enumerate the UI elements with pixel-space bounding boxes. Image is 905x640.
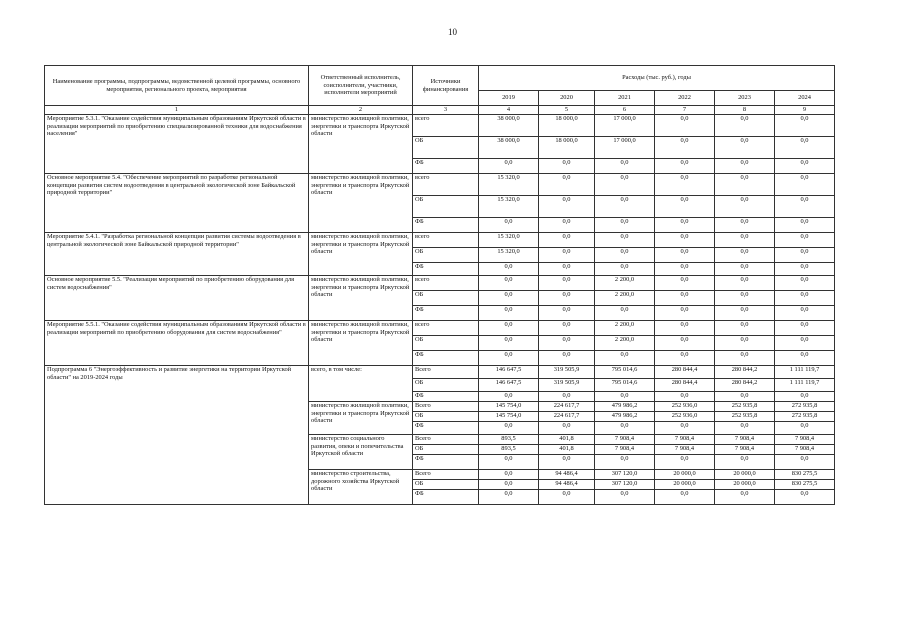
header-year: 2019: [479, 91, 539, 106]
amount-cell: 18 000,0: [539, 137, 595, 159]
amount-cell: 20 000,0: [715, 470, 775, 480]
amount-cell: 0,0: [715, 196, 775, 218]
amount-cell: 0,0: [775, 422, 835, 435]
amount-cell: 0,0: [539, 276, 595, 291]
column-number: 6: [595, 106, 655, 115]
amount-cell: 15 320,0: [479, 174, 539, 196]
header-source: Источники финансирования: [413, 66, 479, 106]
header-year: 2021: [595, 91, 655, 106]
amount-cell: 224 617,7: [539, 412, 595, 422]
amount-cell: 0,0: [655, 490, 715, 505]
amount-cell: 0,0: [539, 196, 595, 218]
amount-cell: 0,0: [715, 115, 775, 137]
amount-cell: 94 486,4: [539, 480, 595, 490]
amount-cell: 0,0: [479, 159, 539, 174]
amount-cell: 830 275,5: [775, 470, 835, 480]
amount-cell: 0,0: [479, 276, 539, 291]
amount-cell: 7 908,4: [715, 435, 775, 445]
amount-cell: 0,0: [539, 248, 595, 263]
subprogram-executor: министерство жилищной политики, энергетики и транспорта Иркутской области: [309, 402, 413, 435]
column-number: 4: [479, 106, 539, 115]
amount-cell: 94 486,4: [539, 470, 595, 480]
funding-source: Всего: [413, 402, 479, 412]
amount-cell: 307 120,0: [595, 480, 655, 490]
amount-cell: 0,0: [479, 480, 539, 490]
amount-cell: 20 000,0: [655, 480, 715, 490]
amount-cell: 0,0: [595, 455, 655, 470]
amount-cell: 280 844,4: [655, 366, 715, 379]
subprogram-executor: всего, в том числе:: [309, 366, 413, 402]
amount-cell: 0,0: [539, 233, 595, 248]
amount-cell: 0,0: [655, 422, 715, 435]
measure-name: Мероприятие 5.3.1. "Оказание содействия муниципальным образованиям Иркутской области в реализации мероприятий по приобретению специализированной техники для водоснабжения населения": [45, 115, 309, 174]
amount-cell: 2 200,0: [595, 321, 655, 336]
amount-cell: 0,0: [595, 174, 655, 196]
amount-cell: 0,0: [655, 248, 715, 263]
header-year: 2023: [715, 91, 775, 106]
amount-cell: 272 935,8: [775, 412, 835, 422]
amount-cell: 479 986,2: [595, 412, 655, 422]
amount-cell: 893,5: [479, 445, 539, 455]
amount-cell: 146 647,5: [479, 366, 539, 379]
funding-source: ОБ: [413, 137, 479, 159]
funding-source: ОБ: [413, 336, 479, 351]
amount-cell: 0,0: [655, 321, 715, 336]
funding-source: ОБ: [413, 248, 479, 263]
amount-cell: 0,0: [715, 306, 775, 321]
amount-cell: 0,0: [715, 321, 775, 336]
amount-cell: 0,0: [775, 174, 835, 196]
amount-cell: 0,0: [715, 263, 775, 276]
funding-source: всего: [413, 115, 479, 137]
column-number: 5: [539, 106, 595, 115]
amount-cell: 0,0: [479, 336, 539, 351]
header-executor: Ответственный исполнитель, соисполнители, участники, исполнители мероприятий: [309, 66, 413, 106]
amount-cell: 0,0: [715, 392, 775, 402]
amount-cell: 0,0: [539, 306, 595, 321]
amount-cell: 252 936,0: [655, 412, 715, 422]
column-number: 7: [655, 106, 715, 115]
amount-cell: 0,0: [479, 306, 539, 321]
funding-source: ФБ: [413, 218, 479, 233]
amount-cell: 224 617,7: [539, 402, 595, 412]
amount-cell: 830 275,5: [775, 480, 835, 490]
funding-source: ФБ: [413, 392, 479, 402]
amount-cell: 0,0: [715, 422, 775, 435]
amount-cell: 0,0: [715, 248, 775, 263]
amount-cell: 0,0: [479, 470, 539, 480]
amount-cell: 0,0: [775, 291, 835, 306]
amount-cell: 0,0: [595, 159, 655, 174]
amount-cell: 15 320,0: [479, 248, 539, 263]
amount-cell: 145 754,0: [479, 402, 539, 412]
column-number: 1: [45, 106, 309, 115]
amount-cell: 0,0: [715, 233, 775, 248]
amount-cell: 0,0: [655, 336, 715, 351]
amount-cell: 2 200,0: [595, 291, 655, 306]
amount-cell: 0,0: [715, 291, 775, 306]
amount-cell: 0,0: [775, 490, 835, 505]
amount-cell: 0,0: [715, 455, 775, 470]
amount-cell: 0,0: [539, 422, 595, 435]
amount-cell: 0,0: [539, 218, 595, 233]
amount-cell: 0,0: [595, 263, 655, 276]
amount-cell: 795 014,6: [595, 366, 655, 379]
table-row: [45, 321, 835, 336]
amount-cell: 0,0: [655, 276, 715, 291]
header-year: 2022: [655, 91, 715, 106]
amount-cell: 17 000,0: [595, 137, 655, 159]
amount-cell: 0,0: [595, 306, 655, 321]
amount-cell: 0,0: [655, 159, 715, 174]
amount-cell: 0,0: [479, 263, 539, 276]
amount-cell: 2 200,0: [595, 336, 655, 351]
amount-cell: 0,0: [715, 336, 775, 351]
amount-cell: 0,0: [715, 137, 775, 159]
amount-cell: 252 935,8: [715, 412, 775, 422]
table-row: [45, 366, 835, 379]
amount-cell: 0,0: [655, 291, 715, 306]
amount-cell: 0,0: [479, 351, 539, 366]
amount-cell: 0,0: [595, 490, 655, 505]
amount-cell: 0,0: [715, 174, 775, 196]
amount-cell: 0,0: [655, 306, 715, 321]
column-number: 9: [775, 106, 835, 115]
measure-executor: министерство жилищной политики, энергетики и транспорта Иркутской области: [309, 321, 413, 366]
header-year: 2024: [775, 91, 835, 106]
column-number: 3: [413, 106, 479, 115]
table-row: [45, 276, 835, 291]
measure-name: Мероприятие 5.4.1. "Разработка региональной концепции развития системы водоотведения в центральной экологической зоне Байкальской природной территории": [45, 233, 309, 276]
amount-cell: 0,0: [655, 174, 715, 196]
amount-cell: 0,0: [479, 490, 539, 505]
amount-cell: 0,0: [775, 248, 835, 263]
amount-cell: 7 908,4: [595, 435, 655, 445]
funding-source: ФБ: [413, 351, 479, 366]
subprogram-executor: министерство социального развития, опеки и попечительства Иркутской области: [309, 435, 413, 470]
funding-source: ОБ: [413, 412, 479, 422]
amount-cell: 7 908,4: [655, 435, 715, 445]
amount-cell: 0,0: [539, 174, 595, 196]
amount-cell: 0,0: [539, 321, 595, 336]
amount-cell: 0,0: [479, 321, 539, 336]
amount-cell: 0,0: [655, 351, 715, 366]
amount-cell: 1 111 119,7: [775, 366, 835, 379]
measure-executor: министерство жилищной политики, энергетики и транспорта Иркутской области: [309, 276, 413, 321]
measure-executor: министерство жилищной политики, энергетики и транспорта Иркутской области: [309, 174, 413, 233]
amount-cell: 0,0: [775, 276, 835, 291]
amount-cell: 252 935,8: [715, 402, 775, 412]
amount-cell: 0,0: [479, 392, 539, 402]
amount-cell: 38 000,0: [479, 115, 539, 137]
subprogram-executor: министерство строительства, дорожного хозяйства Иркутской области: [309, 470, 413, 505]
amount-cell: 0,0: [715, 159, 775, 174]
financing-table: [44, 65, 835, 505]
amount-cell: 0,0: [539, 263, 595, 276]
amount-cell: 280 844,2: [715, 366, 775, 379]
amount-cell: 795 014,6: [595, 379, 655, 392]
amount-cell: 0,0: [775, 159, 835, 174]
amount-cell: 0,0: [775, 351, 835, 366]
amount-cell: 0,0: [539, 392, 595, 402]
amount-cell: 0,0: [655, 137, 715, 159]
amount-cell: 7 908,4: [595, 445, 655, 455]
funding-source: ФБ: [413, 159, 479, 174]
amount-cell: 145 754,0: [479, 412, 539, 422]
amount-cell: 0,0: [655, 196, 715, 218]
amount-cell: 7 908,4: [655, 445, 715, 455]
column-number: 8: [715, 106, 775, 115]
measure-executor: министерство жилищной политики, энергетики и транспорта Иркутской области: [309, 233, 413, 276]
funding-source: ФБ: [413, 455, 479, 470]
measure-name: Основное мероприятие 5.5. "Реализация мероприятий по приобретению оборудования для систем водоснабжения": [45, 276, 309, 321]
amount-cell: 0,0: [479, 422, 539, 435]
amount-cell: 18 000,0: [539, 115, 595, 137]
amount-cell: 0,0: [775, 233, 835, 248]
amount-cell: 252 936,0: [655, 402, 715, 412]
amount-cell: 319 505,9: [539, 379, 595, 392]
amount-cell: 0,0: [595, 422, 655, 435]
amount-cell: 479 986,2: [595, 402, 655, 412]
amount-cell: 146 647,5: [479, 379, 539, 392]
amount-cell: 20 000,0: [715, 480, 775, 490]
amount-cell: 0,0: [775, 115, 835, 137]
amount-cell: 0,0: [775, 336, 835, 351]
amount-cell: 0,0: [775, 218, 835, 233]
amount-cell: 7 908,4: [775, 435, 835, 445]
header-expenses: Расходы (тыс. руб.), годы: [479, 66, 835, 91]
amount-cell: 0,0: [655, 392, 715, 402]
amount-cell: 0,0: [479, 455, 539, 470]
funding-source: Всего: [413, 366, 479, 379]
amount-cell: 0,0: [715, 490, 775, 505]
amount-cell: 38 000,0: [479, 137, 539, 159]
funding-source: ФБ: [413, 263, 479, 276]
table-row: [45, 115, 835, 137]
amount-cell: 0,0: [479, 291, 539, 306]
amount-cell: 401,8: [539, 445, 595, 455]
measure-name: Мероприятие 5.5.1. "Оказание содействия муниципальным образованиям Иркутской области в реализации мероприятий по приобретению оборудования для систем водоснабжения": [45, 321, 309, 366]
funding-source: ФБ: [413, 306, 479, 321]
amount-cell: 0,0: [479, 218, 539, 233]
amount-cell: 0,0: [775, 196, 835, 218]
funding-source: ОБ: [413, 480, 479, 490]
amount-cell: 20 000,0: [655, 470, 715, 480]
amount-cell: 0,0: [655, 233, 715, 248]
table-row: [45, 174, 835, 196]
amount-cell: 0,0: [775, 455, 835, 470]
funding-source: ОБ: [413, 196, 479, 218]
amount-cell: 0,0: [775, 306, 835, 321]
funding-source: ОБ: [413, 379, 479, 392]
amount-cell: 15 320,0: [479, 233, 539, 248]
amount-cell: 15 320,0: [479, 196, 539, 218]
funding-source: ОБ: [413, 445, 479, 455]
header-year: 2020: [539, 91, 595, 106]
amount-cell: 0,0: [775, 392, 835, 402]
amount-cell: 0,0: [539, 159, 595, 174]
funding-source: всего: [413, 321, 479, 336]
amount-cell: 319 505,9: [539, 366, 595, 379]
funding-source: Всего: [413, 470, 479, 480]
page-number: 10: [448, 27, 457, 37]
amount-cell: 7 908,4: [775, 445, 835, 455]
column-numbers-row: [45, 106, 835, 115]
amount-cell: 0,0: [655, 218, 715, 233]
header-name: Наименование программы, подпрограммы, ведомственной целевой программы, основного мероприятия, регионального проекта, мероприятия: [45, 66, 309, 106]
amount-cell: 0,0: [595, 233, 655, 248]
amount-cell: 280 844,4: [655, 379, 715, 392]
amount-cell: 272 935,8: [775, 402, 835, 412]
amount-cell: 280 844,2: [715, 379, 775, 392]
measure-name: Основное мероприятие 5.4. "Обеспечение мероприятий по разработке региональной концепции развития систем водоотведения в центральной экологической зоне Байкальской природной территории": [45, 174, 309, 233]
amount-cell: 0,0: [715, 276, 775, 291]
amount-cell: 2 200,0: [595, 276, 655, 291]
funding-source: всего: [413, 276, 479, 291]
amount-cell: 401,8: [539, 435, 595, 445]
amount-cell: 0,0: [539, 291, 595, 306]
amount-cell: 0,0: [539, 455, 595, 470]
funding-source: ФБ: [413, 422, 479, 435]
amount-cell: 7 908,4: [715, 445, 775, 455]
measure-executor: министерство жилищной политики, энергетики и транспорта Иркутской области: [309, 115, 413, 174]
amount-cell: 0,0: [655, 263, 715, 276]
amount-cell: 0,0: [775, 263, 835, 276]
amount-cell: 1 111 119,7: [775, 379, 835, 392]
amount-cell: 0,0: [655, 115, 715, 137]
amount-cell: 307 120,0: [595, 470, 655, 480]
amount-cell: 0,0: [595, 392, 655, 402]
column-number: 2: [309, 106, 413, 115]
amount-cell: 17 000,0: [595, 115, 655, 137]
amount-cell: 0,0: [595, 248, 655, 263]
funding-source: всего: [413, 233, 479, 248]
amount-cell: 0,0: [539, 351, 595, 366]
amount-cell: 0,0: [539, 490, 595, 505]
amount-cell: 0,0: [595, 351, 655, 366]
amount-cell: 0,0: [715, 351, 775, 366]
subprogram-name: Подпрограмма 6 "Энергоэффективность и развитие энергетики на территории Иркутской области" на 2019-2024 годы: [45, 366, 309, 505]
table-row: [45, 233, 835, 248]
amount-cell: 0,0: [775, 137, 835, 159]
amount-cell: 893,5: [479, 435, 539, 445]
funding-source: ОБ: [413, 291, 479, 306]
amount-cell: 0,0: [775, 321, 835, 336]
amount-cell: 0,0: [539, 336, 595, 351]
amount-cell: 0,0: [595, 218, 655, 233]
funding-source: всего: [413, 174, 479, 196]
funding-source: ФБ: [413, 490, 479, 505]
amount-cell: 0,0: [715, 218, 775, 233]
funding-source: Всего: [413, 435, 479, 445]
amount-cell: 0,0: [595, 196, 655, 218]
amount-cell: 0,0: [655, 455, 715, 470]
